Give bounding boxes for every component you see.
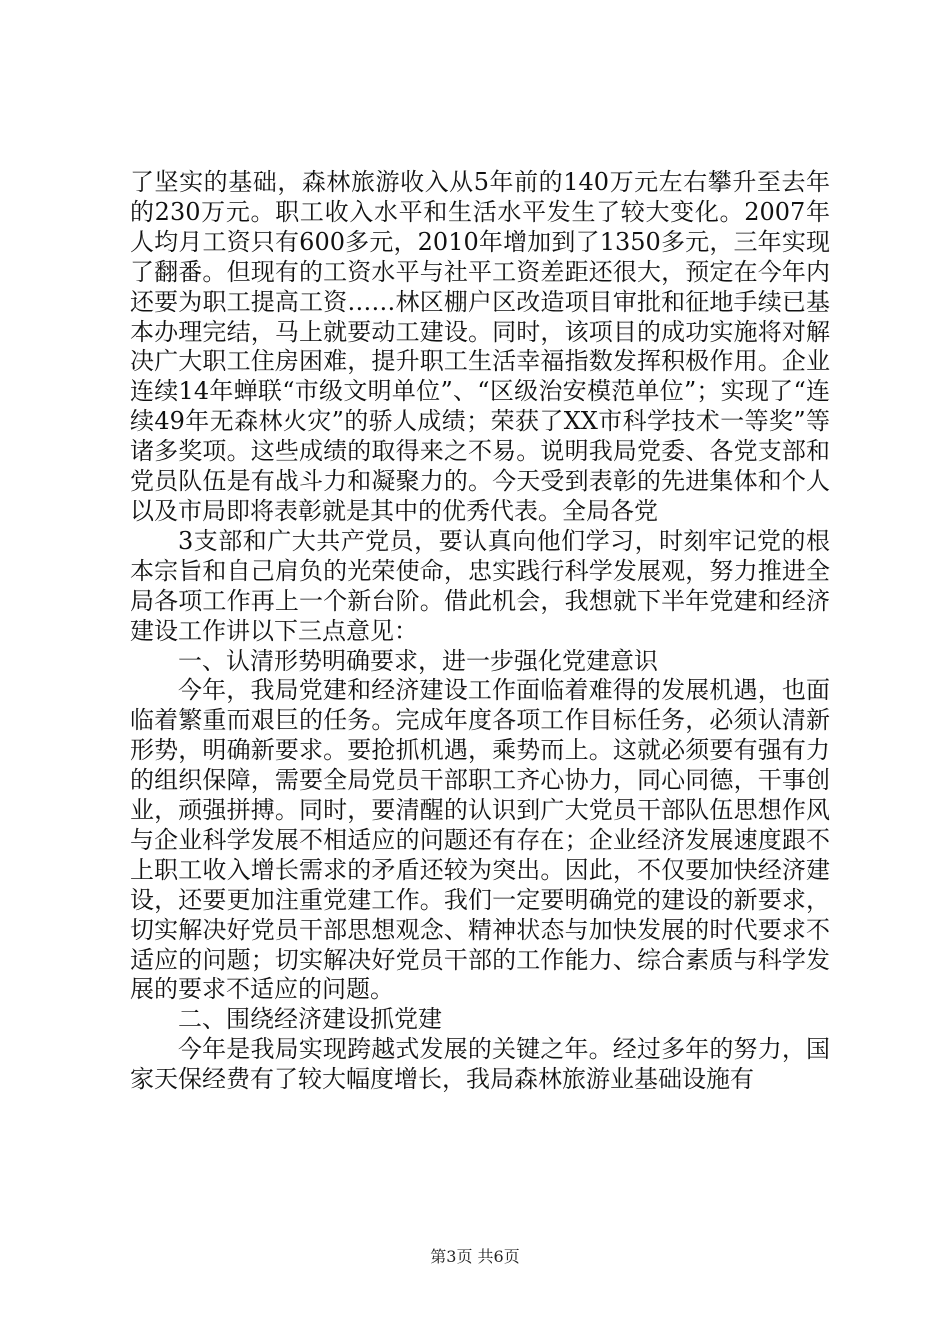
paragraph-branches: 3支部和广大共产党员，要认真向他们学习，时刻牢记党的根本宗旨和自己肩负的光荣使命，忠实践行科学发展观，努力推进全局各项工作再上一个新台阶。借此机会，我想就下半年党建和经济建设工作讲以下三点意见： (130, 526, 830, 645)
section-heading-1: 一、认清形势明确要求，进一步强化党建意识 (178, 646, 658, 675)
paragraph-continued: 了坚实的基础，森林旅游收入从5年前的140万元左右攀升至去年的230万元。职工收入水平和生活水平发生了较大变化。2007年人均月工资只有600多元，2010年增加到了1350多元，三年实现了翻番。但现有的工资水平与社平工资差距还很大，预定在今年内还要为职工提高工资……林区棚户区改造项目审批和征地手续已基本办理完结，马上就要动工建设。同时，该项目的成功实施将对解决广大职工住房困难，提升职工生活幸福指数发挥积极作用。企业连续14年蝉联“市级文明单位”、“区级治安模范单位”；实现了“连续49年无森林火灾”的骄人成绩；荣获了XX市科学技术一等奖”等诸多奖项。这些成绩的取得来之不易。说明我局党委、各党支部和党员队伍是有战斗力和凝聚力的。今天受到表彰的先进集体和个人以及市局即将表彰就是其中的优秀代表。全局各党 (130, 168, 830, 525)
page-footer: 第3页 共6页 (430, 1247, 520, 1266)
paragraph-situation: 今年，我局党建和经济建设工作面临着难得的发展机遇，也面临着繁重而艰巨的任务。完成年度各项工作目标任务，必须认清新形势，明确新要求。要抢抓机遇，乘势而上。这就必须要有强有力的组织保障，需要全局党员干部职工齐心协力，同心同德，干事创业，顽强拼搏。同时，要清醒的认识到广大党员干部队伍思想作风与企业科学发展不相适应的问题还有存在；企业经济发展速度跟不上职工收入增长需求的矛盾还较为突出。因此，不仅要加快经济建设，还要更加注重党建工作。我们一定要明确党的建设的新要求，切实解决好党员干部思想观念、精神状态与加快发展的时代要求不适应的问题；切实解决好党员干部的工作能力、综合素质与科学发展的要求不适应的问题。 (130, 676, 830, 1004)
document-body (130, 168, 830, 1095)
section-heading-2: 二、围绕经济建设抓党建 (178, 1005, 442, 1034)
paragraph-key-year: 今年是我局实现跨越式发展的关键之年。经过多年的努力，国家天保经费有了较大幅度增长，我局森林旅游业基础设施有 (130, 1035, 830, 1094)
